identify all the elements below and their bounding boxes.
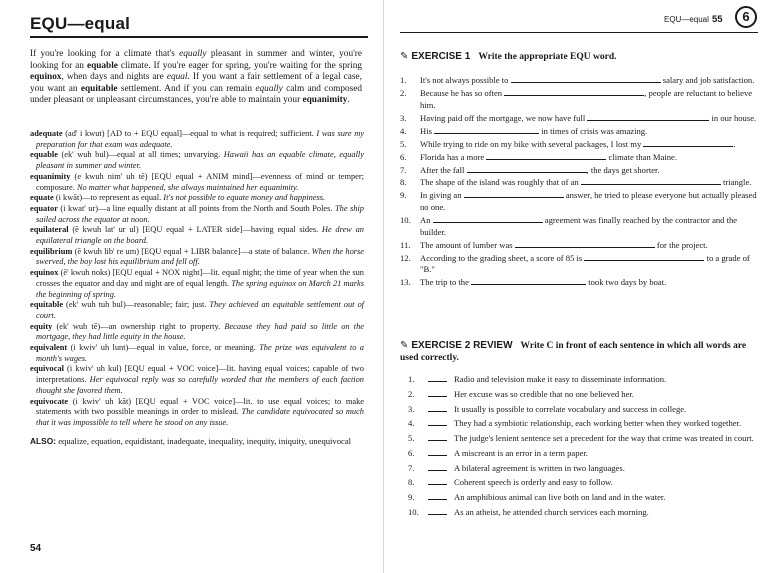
item-text-before: Having paid off the mortgage, we now have full: [420, 112, 588, 123]
exercise1-item: [400, 113, 758, 125]
answer-blank[interactable]: [428, 404, 447, 412]
item-number: 3.: [408, 403, 415, 414]
exercise1-heading: [400, 51, 617, 63]
answer-blank[interactable]: [428, 492, 447, 500]
exercise2-item: [408, 433, 758, 445]
item-number: 9.: [408, 492, 415, 503]
word-entry: [30, 397, 364, 429]
intro-segment: equitable: [80, 83, 118, 94]
entry-definition: (ek' wuh tuh bul)—reasonable; fair; just.: [63, 300, 210, 310]
entry-word: equinox: [30, 268, 59, 278]
chapter-badge: 6: [735, 6, 757, 28]
item-number: 7.: [400, 164, 407, 175]
item-text-after: salary and job satisfaction.: [660, 75, 755, 85]
page-title: EQU—equal: [30, 14, 131, 33]
item-sentence: Coherent speech is orderly and easy to follow.: [454, 477, 613, 488]
word-entry: [30, 268, 364, 300]
item-text-before: After the fall: [420, 164, 467, 175]
entry-definition: (ad' i kwut) [AD to + EQU equal]—equal to what is required; sufficient.: [62, 129, 317, 138]
word-entry: [30, 150, 364, 171]
item-number: 13.: [400, 277, 411, 288]
answer-blank[interactable]: [587, 113, 709, 121]
item-number: 11.: [400, 239, 411, 250]
entry-example: The candidate equivocated so much that it was impossible to tell where he stood on any issue.: [36, 407, 364, 427]
word-entry: [30, 247, 364, 268]
entry-example: It's not possible to equate money and happiness.: [163, 193, 326, 203]
item-number: 4.: [408, 418, 415, 429]
item-text-after: for the project.: [654, 239, 708, 250]
item-number: 9.: [400, 190, 407, 201]
item-number: 10.: [408, 507, 419, 518]
entry-example: They achieved an equitable settlement out of court.: [36, 300, 364, 320]
item-text: [420, 177, 758, 189]
item-text: [420, 126, 758, 138]
word-entries: [30, 129, 364, 446]
item-number: 6.: [400, 151, 407, 162]
entry-definition: (i kwiv' uh kāt) [EQU equal + VOC voice]—lit. to use equal voices; to make statements with two possible meanings in order to mislead.: [36, 396, 364, 417]
item-text: [420, 152, 758, 164]
item-number: 5.: [400, 138, 407, 149]
exercise2-instruction: Write C in front of each sentence in which all words are used correctly.: [400, 341, 747, 363]
item-text-after: .: [733, 138, 736, 149]
item-number: 2.: [400, 87, 407, 98]
entry-word: equivalent: [30, 343, 68, 353]
exercise1-item: [400, 139, 758, 151]
item-text-before: The shape of the island was roughly that of an: [420, 177, 581, 188]
word-entry: [30, 343, 364, 364]
right-page-number: 55: [712, 14, 723, 25]
exercise1-item: [400, 240, 758, 252]
entry-definition: (i kwāt)—to represent as equal.: [53, 193, 164, 203]
entry-word: equivocal: [30, 364, 64, 374]
answer-blank[interactable]: [428, 448, 447, 456]
item-number: 4.: [400, 125, 407, 136]
item-sentence: The judge's lenient sentence set a precedent for the way that crime was treated in court.: [454, 433, 754, 444]
item-text-after: agreement was finally reached by the contractor and the builder.: [420, 215, 738, 237]
entry-word: equitable: [30, 300, 64, 310]
entry-definition: (ē' kwuh noks) [EQU equal + NOX night]—lit. equal night; the time of year when the sun crosses the equator and day and night are of equal length.: [36, 268, 364, 288]
exercise1-item: [400, 253, 758, 276]
exercise1-item: [400, 75, 758, 87]
exercise2-list: [408, 374, 758, 522]
item-sentence: An amphibious animal can live both on land and in the water.: [454, 492, 666, 503]
answer-blank[interactable]: [428, 463, 447, 471]
answer-blank[interactable]: [428, 433, 447, 441]
entry-word: equilibrium: [30, 246, 73, 256]
item-text-before: In giving an: [420, 190, 464, 201]
entry-word: equanimity: [30, 171, 71, 181]
exercise2-item: [408, 389, 758, 401]
exercise2-item: [408, 477, 758, 489]
intro-segment: equanimity: [302, 95, 348, 106]
intro-segment: calm and composed under pleasant or unpleasant circumstances, you're able to maintain your: [30, 83, 363, 106]
intro-segment: If you're looking for a climate that's: [30, 49, 180, 59]
left-page-number: 54: [30, 543, 42, 554]
exercise2-item: [408, 418, 758, 430]
entry-definition: (ek' wuh tē)—an ownership right to property.: [52, 321, 225, 331]
pencil-icon: ✎: [400, 51, 409, 62]
running-head: EQU—equal: [664, 15, 709, 24]
item-text-before: His: [420, 125, 435, 136]
item-text: [420, 165, 758, 177]
intro-segment: equal: [166, 72, 188, 83]
intro-segment: . If you want a fair settlement of a legal case, you want an: [30, 72, 362, 94]
word-entry: [30, 204, 364, 225]
item-number: 10.: [400, 215, 411, 226]
item-number: 7.: [408, 462, 415, 473]
exercise2-item: [408, 448, 758, 460]
item-text-before: Florida has a more: [420, 151, 487, 162]
intro-segment: climate. If you're eager for spring, you're waiting for the spring: [117, 60, 363, 71]
intro-segment: settlement. And if you can remain: [117, 83, 256, 94]
answer-blank[interactable]: [433, 215, 543, 223]
item-sentence: A miscreant is an error in a term paper.: [454, 447, 588, 458]
entry-example: The prize was equivalent to a month's wages.: [36, 343, 364, 363]
entry-word: equity: [30, 321, 53, 331]
exercise2-item: [408, 507, 758, 519]
entry-example: I was sure my preparation for that exam was adequate.: [36, 129, 364, 149]
item-number: 6.: [408, 447, 415, 458]
item-number: 3.: [400, 112, 407, 123]
answer-blank[interactable]: [428, 477, 447, 485]
entry-definition: (ē kwuh lat' ur ul) [EQU equal + LATER side]—having equal sides.: [68, 225, 322, 235]
intro-segment: equable: [86, 60, 118, 71]
exercise1-item: [400, 88, 758, 111]
word-entry: [30, 172, 364, 193]
answer-blank[interactable]: [434, 126, 539, 134]
answer-blank[interactable]: [464, 190, 564, 198]
answer-blank[interactable]: [428, 418, 447, 426]
exercise2-item: [408, 492, 758, 504]
intro-segment: pleasant in summer and winter, you're looking for an: [30, 49, 362, 71]
entry-definition: (i kwiv' uh lunt)—equal in value, force, or meaning.: [67, 343, 260, 353]
item-text-after: took two days by boat.: [586, 277, 667, 288]
item-number: 1.: [400, 75, 407, 85]
item-text-after: triangle.: [720, 177, 752, 188]
entry-definition: (i kwat' ur)—a line equally distant at all points from the North and South Poles.: [57, 203, 335, 213]
item-text: [420, 139, 758, 151]
item-text-before: The trip to the: [420, 277, 472, 288]
answer-blank[interactable]: [486, 152, 606, 160]
word-entry: [30, 300, 364, 321]
item-text: [420, 75, 758, 87]
exercise2-item: [408, 404, 758, 416]
item-text: [420, 253, 758, 276]
entry-word: equable: [30, 150, 58, 160]
exercise1-item: [400, 190, 758, 213]
intro-segment: .: [347, 95, 350, 106]
entry-example: Hawaii has an equable climate, equally pleasant in summer and winter.: [36, 150, 364, 171]
answer-blank[interactable]: [467, 165, 587, 173]
intro-segment: equally: [179, 49, 207, 59]
entry-example: Because they had paid so little on the mortgage, they had little equity in the house.: [36, 321, 364, 342]
item-number: 5.: [408, 433, 415, 444]
exercise1-list: [400, 75, 758, 290]
item-text: [420, 215, 758, 238]
exercise1-item: [400, 152, 758, 164]
intro-segment: equinox: [30, 72, 62, 83]
item-text-after: , the days get shorter.: [586, 164, 660, 175]
item-text-after: climate than Maine.: [606, 151, 677, 162]
item-sentence: They had a symbiotic relationship, each working better when they worked together.: [454, 418, 742, 429]
word-entry: [30, 193, 364, 204]
word-entry: [30, 322, 364, 343]
item-text-before: Because he has so often: [420, 87, 505, 98]
item-text: [420, 190, 758, 213]
intro-segment: , when days and nights are: [61, 72, 167, 83]
item-text-after: answer, he tried to please everyone but actually pleased no one.: [420, 190, 757, 213]
exercise2-item: [408, 463, 758, 475]
item-number: 2.: [408, 388, 415, 399]
entry-definition: (ē kwuh lib' re um) [EQU equal + LIBR balance]—a state of balance.: [72, 246, 312, 256]
header-rule: [400, 32, 758, 33]
exercise1-item: [400, 126, 758, 138]
entry-example: No matter what happened, she always maintained her equanimity.: [76, 182, 299, 192]
answer-blank[interactable]: [643, 138, 736, 149]
entry-word: equilateral: [30, 225, 69, 235]
item-text-before: It's not always possible to: [420, 75, 511, 85]
answer-blank[interactable]: [581, 177, 721, 185]
item-text-before: According to the grading sheet, a score of 85 is: [420, 252, 585, 263]
exercise1-item: [400, 177, 758, 189]
answer-blank[interactable]: [515, 240, 655, 248]
entry-example: The ship sailed across the equator at noon.: [36, 203, 364, 224]
item-sentence: It usually is possible to correlate vocabulary and success in college.: [454, 403, 687, 414]
item-sentence: As an atheist, he attended church services each morning.: [454, 507, 649, 518]
answer-blank[interactable]: [428, 374, 447, 382]
exercise2-item: [408, 374, 758, 386]
answer-blank[interactable]: [428, 389, 447, 397]
item-text: [420, 113, 758, 125]
entry-definition: (i kwiv' uh kul) [EQU equal + VOC voice]—lit. having equal voices; capable of two interpretations.: [36, 364, 364, 385]
item-sentence: A bilateral agreement is written in two languages.: [454, 462, 625, 473]
item-text-after: , people are reluctant to believe him.: [420, 87, 753, 110]
item-text: [420, 277, 758, 289]
exercise1-instruction: Write the appropriate EQU word.: [478, 52, 617, 62]
item-sentence: Radio and television make it easy to disseminate information.: [454, 374, 667, 384]
exercise1-item: [400, 215, 758, 238]
item-number: 1.: [408, 374, 415, 384]
pencil-icon: ✎: [400, 340, 409, 351]
item-sentence: Her excuse was so credible that no one believed her.: [454, 388, 634, 399]
title-rule: [30, 36, 368, 38]
entry-word: equate: [30, 193, 54, 203]
exercise1-item: [400, 277, 758, 289]
item-text-after: in our house.: [709, 112, 757, 123]
also-words: equalize, equation, equidistant, inadequate, inequality, inequity, iniquity, unequivocal: [56, 435, 352, 446]
entry-example: When the horse swerved, the boy lost his equilibrium and fell off.: [36, 246, 364, 267]
entry-example: Her equivocal reply was so carefully worded that the members of each faction thought she favored them.: [36, 375, 364, 395]
word-entry: [30, 225, 364, 246]
exercise1-item: [400, 165, 758, 177]
answer-blank[interactable]: [428, 507, 447, 515]
item-number: 8.: [408, 477, 415, 488]
item-text-after: in times of crisis was amazing.: [539, 125, 648, 136]
answer-blank[interactable]: [471, 277, 586, 285]
word-entry: [30, 364, 364, 396]
exercise2-heading: [400, 340, 758, 364]
also-line: [30, 436, 364, 447]
entry-word: adequate: [30, 129, 63, 138]
exercise2-label: EXERCISE 2 REVIEW: [411, 340, 513, 351]
answer-blank[interactable]: [504, 88, 644, 96]
entry-example: He drew an equilateral triangle on the board.: [36, 225, 364, 246]
exercise1-label: EXERCISE 1: [411, 51, 471, 62]
item-text-before: An: [420, 215, 433, 226]
entry-word: equator: [30, 203, 58, 213]
item-number: 12.: [400, 252, 411, 263]
word-entry: [30, 129, 364, 150]
intro-paragraph: [30, 49, 362, 107]
item-text-after: to a grade of "B.": [420, 252, 750, 275]
item-text: [420, 88, 758, 111]
answer-blank[interactable]: [584, 253, 704, 261]
intro-segment: equally: [255, 83, 283, 94]
item-text-before: The amount of lumber was: [420, 239, 515, 250]
also-label: ALSO:: [30, 435, 57, 446]
entry-definition: (e kwuh nim' uh tē) [EQU equal + ANIM mind]—evenness of mind or temper; composure.: [36, 171, 364, 192]
entry-definition: (ek' wuh bul)—equal at all times; unvarying.: [57, 150, 224, 160]
item-number: 8.: [400, 177, 407, 188]
entry-example: The spring equinox on March 21 marks the beginning of spring.: [36, 278, 364, 299]
item-text: [420, 240, 758, 252]
answer-blank[interactable]: [511, 75, 661, 83]
item-text-before: While trying to ride on my bike with several packages, I lost my: [420, 138, 644, 149]
entry-word: equivocate: [30, 396, 69, 406]
